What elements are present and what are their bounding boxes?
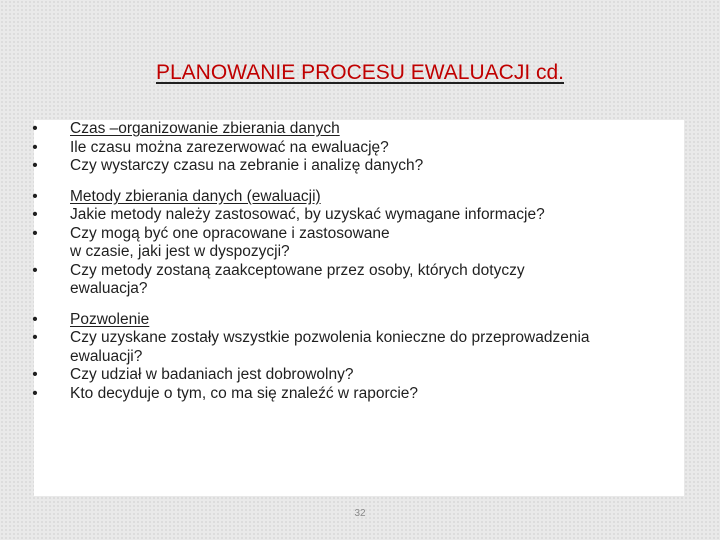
section-heading-text: Czas –organizowanie zbierania danych bbox=[70, 120, 340, 137]
list-item bbox=[28, 206, 698, 225]
bullet-icon: • bbox=[32, 224, 38, 242]
bullet-icon: • bbox=[32, 187, 38, 205]
list-item-text: Czy uzyskane zostały wszystkie pozwolenia konieczne do przeprowadzenia ewaluacji? bbox=[70, 329, 590, 365]
list-item bbox=[28, 262, 698, 299]
slide-title bbox=[0, 58, 720, 88]
section-metody bbox=[28, 188, 698, 299]
section-heading-text: Pozwolenie bbox=[70, 310, 150, 328]
list-item-text: Jakie metody należy zastosować, by uzyskać wymagane informacje? bbox=[70, 206, 545, 223]
bullet-icon: • bbox=[32, 384, 38, 402]
list-item bbox=[28, 139, 698, 158]
section-czas bbox=[28, 120, 698, 176]
bullet-icon: • bbox=[32, 206, 38, 223]
list-item-text: Czy wystarczy czasu na zebranie i analizę danych? bbox=[70, 157, 424, 174]
slide-title-text: PLANOWANIE PROCESU EWALUACJI cd. bbox=[155, 61, 565, 84]
bullet-icon: • bbox=[32, 120, 38, 137]
bullet-icon: • bbox=[32, 157, 38, 174]
section-heading bbox=[28, 120, 698, 139]
list-item-text: Czy udział w badaniach jest dobrowolny? bbox=[70, 366, 354, 383]
list-item bbox=[28, 225, 698, 262]
bullet-content bbox=[28, 120, 698, 415]
list-item-text: Ile czasu można zarezerwować na ewaluację? bbox=[70, 138, 389, 156]
list-item-text: Czy metody zostaną zaakceptowane przez osoby, których dotyczy ewaluacja? bbox=[70, 261, 525, 297]
section-heading bbox=[28, 311, 698, 330]
list-item-text: Czy mogą być one opracowane i zastosowane w czasie, jaki jest w dyspozycji? bbox=[70, 224, 390, 260]
bullet-icon: • bbox=[32, 329, 38, 346]
bullet-icon: • bbox=[32, 138, 38, 156]
list-item-text: Kto decyduje o tym, co ma się znaleźć w raporcie? bbox=[70, 384, 419, 402]
bullet-icon: • bbox=[32, 261, 38, 279]
bullet-icon: • bbox=[32, 366, 38, 383]
page-number: 32 bbox=[354, 508, 366, 519]
section-heading bbox=[28, 188, 698, 207]
section-heading-text: Metody zbierania danych (ewaluacji) bbox=[70, 187, 321, 205]
list-item bbox=[28, 385, 698, 404]
list-item bbox=[28, 329, 698, 366]
section-pozwolenie bbox=[28, 311, 698, 404]
list-item bbox=[28, 157, 698, 176]
bullet-icon: • bbox=[32, 310, 38, 328]
list-item bbox=[28, 366, 698, 385]
